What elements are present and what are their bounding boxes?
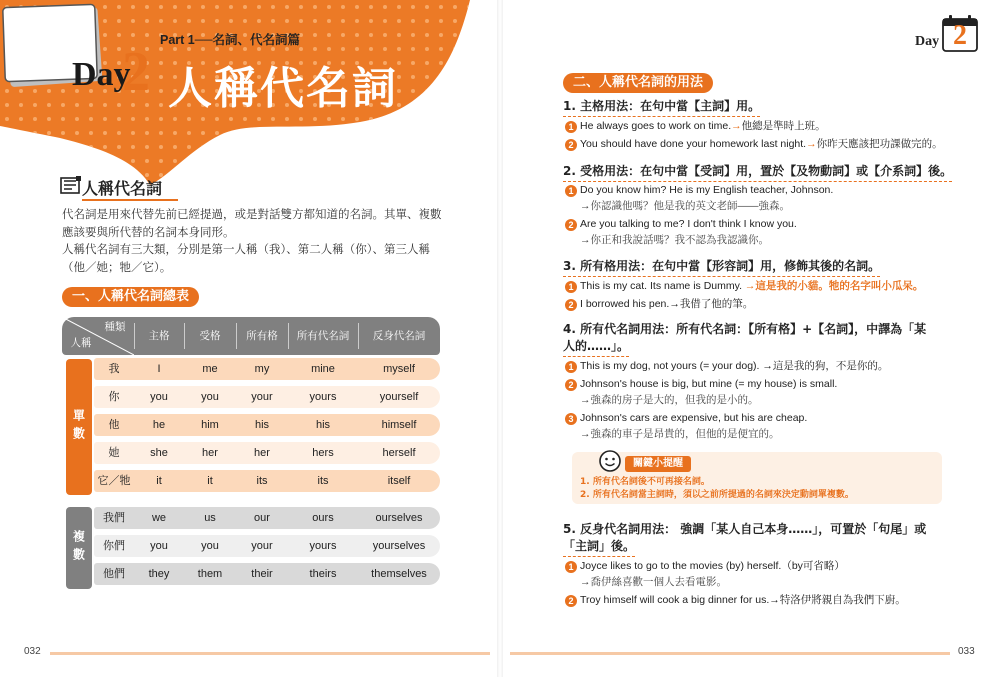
row-person: 它／牠 [97, 475, 131, 487]
footer-rule-right [510, 652, 950, 655]
table-heading: 一、人稱代名詞總表 [62, 287, 199, 307]
example: 1 Joyce likes to go to the movies (by) herself.（by可省略） →喬伊絲喜歡一個人去看電影。 [565, 558, 845, 590]
cell-possessive-pronoun: hers [312, 447, 334, 459]
cell-object: us [204, 512, 216, 524]
row-person: 我們 [103, 512, 125, 524]
usage-3-title: 3. 所有格用法：在句中當【形容詞】用，修飾其後的名詞。 [563, 257, 880, 277]
example: 2 Johnson's house is big, but mine (= my house) is small. →強森的房子是大的，但我的是小的。 [565, 376, 837, 408]
page-number-right: 033 [958, 646, 975, 657]
header-col-reflexive: 反身代名詞 [372, 330, 426, 342]
cell-object: you [201, 540, 219, 552]
table-row [94, 358, 440, 380]
cell-subject: it [156, 475, 162, 487]
row-person: 我 [108, 363, 120, 375]
example: 1 This is my dog, not yours (= your dog). →這是我的狗，不是你的。 [565, 358, 888, 374]
usage-4-title-cont: 人的……」。 [563, 337, 629, 357]
cell-possessive-pronoun: theirs [309, 568, 337, 580]
cell-subject: you [150, 391, 168, 403]
day-number: 2 [122, 41, 150, 103]
book-icon [60, 175, 82, 195]
cell-reflexive: yourselves [372, 540, 426, 552]
footer-rule [50, 652, 490, 655]
part-label: Part 1──名詞、代名詞篇 [160, 33, 300, 47]
smiley-face-icon [598, 449, 622, 473]
example: 1 Do you know him? He is my English teacher, Johnson. →你認識他嗎？他是我的英文老師——強森。 [565, 182, 833, 214]
cell-possessive-pronoun: his [315, 419, 331, 431]
cell-reflexive: himself [381, 419, 417, 431]
cell-object: her [202, 447, 218, 459]
example: 2 Troy himself will cook a big dinner for us.→特洛伊將親自為我們下廚。 [565, 592, 906, 608]
usage-1-title: 1. 主格用法：在句中當【主詞】用。 [563, 97, 760, 117]
cell-reflexive: yourself [379, 391, 419, 403]
day-number-right: 2 [953, 20, 967, 51]
cell-object: me [202, 363, 218, 375]
table-row [94, 563, 440, 585]
intro-paragraph-2: 人稱代名詞有三大類，分別是第一人稱（我）、第二人稱（你）、第三人稱（他／她；牠／它）。 [62, 242, 430, 274]
usage-2-title: 2. 受格用法：在句中當【受詞】用，置於【及物動詞】或【介系詞】後。 [563, 162, 952, 182]
cell-possessive-pronoun: yours [309, 391, 337, 403]
cell-reflexive: itself [387, 475, 411, 487]
header-col-object: 受格 [199, 330, 221, 342]
header-banner [0, 0, 470, 200]
singular-label: 單數 [66, 359, 92, 495]
example: 1 This is my cat. Its name is Dummy. →這是我的小貓。牠的名字叫小瓜呆。 [565, 278, 923, 294]
cell-object: him [201, 419, 219, 431]
table-header [62, 317, 440, 355]
day-label: Day [72, 56, 131, 93]
cell-reflexive: myself [383, 363, 415, 375]
usage-5-title: 5. 反身代名詞用法： 強調「某人自己本身……」，可置於「句尾」或 [563, 522, 927, 536]
row-person: 你們 [103, 540, 125, 552]
table-row [94, 414, 440, 436]
cell-possessive-adj: my [254, 363, 270, 375]
book-gutter [497, 0, 503, 677]
cell-possessive-pronoun: ours [312, 512, 334, 524]
intro-paragraph-1: 代名詞是用來代替先前已經提過，或是對話雙方都知道的名詞。其單、複數應該要與所代替的名詞本身同形。 [62, 207, 442, 239]
cell-possessive-adj: your [251, 540, 273, 552]
cell-possessive-adj: our [254, 512, 270, 524]
header-corner-bottom: 人稱 [70, 337, 92, 349]
cell-possessive-pronoun: its [317, 475, 329, 487]
usage-heading: 二、人稱代名詞的用法 [563, 73, 713, 93]
usage-4-title: 4. 所有代名詞用法：所有代名詞：【所有格】+【名詞】，中譯為「某 [563, 322, 927, 336]
cell-object: you [201, 391, 219, 403]
table-row [94, 386, 440, 408]
tip-line-2: 2. 所有代名詞當主詞時，須以之前所提過的名詞來決定動詞單複數。 [580, 490, 854, 500]
example: 3 Johnson's cars are expensive, but his are cheap. →強森的車子是昂貴的，但他的是便宜的。 [565, 410, 807, 442]
day-label-right: Day [915, 34, 940, 49]
row-person: 他們 [103, 568, 125, 580]
header-corner-top: 種類 [104, 321, 126, 333]
cell-subject: you [150, 540, 168, 552]
table-row [94, 535, 440, 557]
tip-line-1: 1. 所有代名詞後不可再接名詞。 [580, 477, 710, 487]
cell-possessive-pronoun: mine [311, 363, 335, 375]
cell-subject: he [152, 419, 166, 431]
row-person: 你 [108, 391, 120, 403]
cell-possessive-adj: your [251, 391, 273, 403]
cell-reflexive: themselves [371, 568, 427, 580]
tip-badge: 關鍵小提醒 [625, 456, 691, 472]
cell-object: it [207, 475, 213, 487]
section-title: 人稱代名詞 [82, 176, 178, 201]
page-number-left: 032 [24, 646, 41, 657]
cell-possessive-adj: their [251, 568, 273, 580]
cell-possessive-pronoun: yours [309, 540, 337, 552]
cell-subject: I [157, 363, 161, 375]
cell-reflexive: ourselves [375, 512, 423, 524]
plural-label: 複數 [66, 507, 92, 589]
table-row [94, 442, 440, 464]
cell-subject: she [150, 447, 168, 459]
cell-subject: we [151, 512, 167, 524]
cell-possessive-adj: her [254, 447, 270, 459]
cell-possessive-adj: his [254, 419, 270, 431]
usage-5-title-cont: 「主詞」後。 [563, 537, 635, 557]
cell-subject: they [148, 568, 170, 580]
header-col-possessive-pronoun: 所有代名詞 [296, 330, 350, 342]
row-person: 他 [108, 419, 120, 431]
example: 2 I borrowed his pen.→我借了他的筆。 [565, 296, 753, 312]
cell-possessive-adj: its [256, 475, 268, 487]
example: 1 He always goes to work on time.→他總是準時上班。 [565, 118, 826, 134]
cell-object: them [197, 568, 223, 580]
table-row [94, 470, 440, 492]
table-row [94, 507, 440, 529]
example: 2 Are you talking to me? I don't think I know you. →你正和我說話嗎？我不認為我認識你。 [565, 216, 797, 248]
example: 2 You should have done your homework last night.→你昨天應該把功課做完的。 [565, 136, 943, 152]
header-col-subject: 主格 [148, 330, 170, 342]
header-col-possessive-adj: 所有格 [246, 330, 278, 342]
row-person: 她 [108, 447, 120, 459]
page-title: 人稱代名詞 [168, 63, 398, 114]
cell-reflexive: herself [382, 447, 416, 459]
